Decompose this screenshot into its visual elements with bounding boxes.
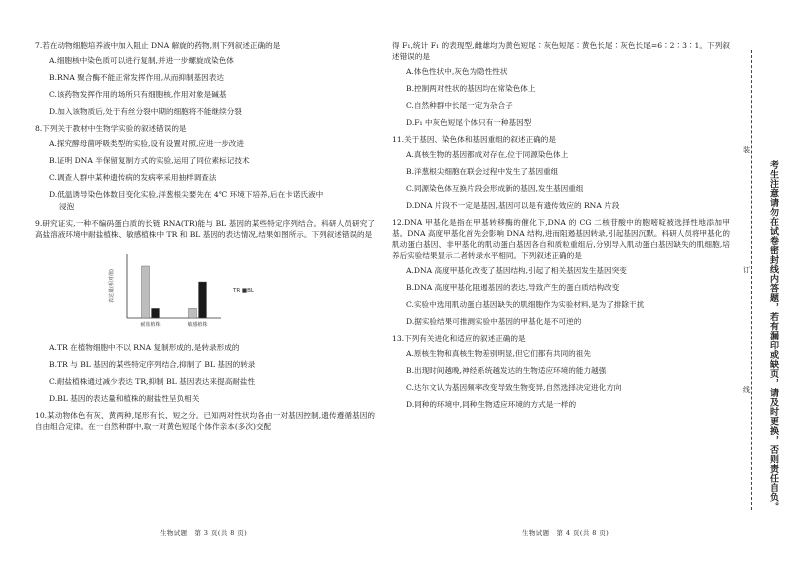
question-7-option-d: D.加入该物质后,处于有丝分裂中期的细胞将不能继续分裂 xyxy=(49,107,242,116)
page-footer-left: 生物试题 第 3 页(共 8 页) xyxy=(160,529,248,537)
question-12-option-c: C.实验中选用肌动蛋白基因缺失的肌细胞作为实验材料,是为了排除干扰 xyxy=(406,300,645,309)
bar-BL-1 xyxy=(199,282,207,318)
question-9-option-b: B.TR 与 BL 基因的某些特定序列结合,抑制了 BL 基因的转录 xyxy=(49,360,256,369)
question-12-option-d: D.据实验结果可推测实验中基因的甲基化是不可逆的 xyxy=(406,317,582,326)
bar-TR-0 xyxy=(142,266,150,318)
question-7-option-a: A.细胞核中染色质可以进行复制,并进一步螺旋成染色体 xyxy=(49,56,234,65)
question-13-option-a: A.原核生物和真核生物差别明显,但它们都有共同的祖先 xyxy=(406,349,591,358)
question-9-stem: 9.研究证实,一种不编码蛋白质的长链 RNA(TR)能与 BL 基因的某些特定序列结合。科研人员研究了高盐溶液环境中耐盐植株、敏感植株中 TR 和 BL 基因的表达情况,结果如图所示。下列叙述错误的是 xyxy=(35,219,375,239)
left-column xyxy=(35,40,375,436)
bar-TR-1 xyxy=(189,308,197,318)
question-11-stem: 11.关于基因、染色体和基因重组的叙述正确的是 xyxy=(392,135,556,144)
question-13-stem: 13.下列有关进化和适应的叙述正确的是 xyxy=(392,334,526,343)
y-axis-label: 表达量(相对值) xyxy=(109,269,115,303)
question-11-option-c: C.同源染色体互换片段会形成新的基因,发生基因重组 xyxy=(406,184,584,193)
question-10-stem: 10.某动物体色有灰、黄两种,尾形有长、短之分。已知两对性状均各由一对基因控制,遗传遵循基因的自由组合定律。在一自然种群中,取一对黄色短尾个体作亲本(多次)交配 xyxy=(35,411,375,431)
page-footer-right: 生物试题 第 4 页(共 8 页) xyxy=(522,529,610,537)
question-12-option-a: A.DNA 高度甲基化改变了基因结构,引起了相关基因发生基因突变 xyxy=(406,266,627,275)
question-12-stem: 12.DNA 甲基化是指在甲基转移酶的催化下,DNA 的 CG 二核苷酸中的胞嘧啶被选择性地添加甲基。DNA 高度甲基化首先会影响 DNA 结构,进而阻遏基因转录,引起基因沉默。科研人员将甲基化的肌动蛋白基因、非甲基化的肌动蛋白基因各自和质粒重组后,分别导入肌动蛋白基因缺失的肌细胞,培养后实验结果显示二者转录水平相同。下列叙述正确的是 xyxy=(392,218,730,260)
binding-dashed-line xyxy=(751,50,752,510)
exam-notice-vertical: 考生注意请勿在试卷密封线内答题，若有漏印或缺页，请及时更换，否则责任自负。 xyxy=(768,160,778,512)
expression-chart xyxy=(105,244,375,336)
binding-margin xyxy=(737,0,794,561)
question-10-option-c: C.自然种群中长尾一定为杂合子 xyxy=(406,101,513,110)
question-13-option-d: D.同种的环境中,同种生物适应环境的方式是一样的 xyxy=(406,400,577,409)
question-11-option-b: B.洋葱根尖细胞在联会过程中发生了基因重组 xyxy=(406,167,559,176)
question-9-option-d: D.BL 基因的表达量和植株的耐盐性呈负相关 xyxy=(49,394,200,403)
question-9-option-a: A.TR 在植物细胞中不以 RNA 复制形成的,是转录形成的 xyxy=(49,343,240,352)
question-8-option-d-continued: 浸泡 xyxy=(59,202,75,211)
chart-legend: TR ■BL xyxy=(233,288,254,294)
question-8-stem: 8.下列关于教材中生物学实验的叙述错误的是 xyxy=(35,124,187,133)
x-tick-label-1: 敏感植株 xyxy=(187,322,208,328)
bar-BL-0 xyxy=(152,308,160,318)
right-column xyxy=(392,40,730,416)
binding-mark-zhuang: 装 xyxy=(743,146,750,154)
question-11-option-d: D.DNA 片段不一定是基因,基因可以是有遗传效应的 RNA 片段 xyxy=(406,201,620,210)
question-13-option-c: C.达尔文认为基因频率改变导致生物变异,自然选择决定进化方向 xyxy=(406,383,622,392)
question-10-continued: 得 F₁,统计 F₁ 的表现型,雌雄均为黄色短尾∶灰色短尾∶黄色长尾∶灰色长尾=6∶2∶3∶1。下列叙述错误的是 xyxy=(392,41,730,61)
question-10-option-b: B.控制两对性状的基因均在常染色体上 xyxy=(406,84,536,93)
question-7-option-c: C.该药物发挥作用的场所只有细胞核,作用对象是碱基 xyxy=(49,90,227,99)
question-7-option-b: B.RNA 聚合酶不能正常发挥作用,从而抑制基因表达 xyxy=(49,73,224,82)
question-11-option-a: A.真核生物的基因都成对存在,位于同源染色体上 xyxy=(406,150,569,159)
x-tick-label-0: 耐盐植株 xyxy=(140,322,161,328)
question-13-option-b: B.出现时间越晚,神经系统越发达的生物适应环境的能力越强 xyxy=(406,366,607,375)
expression-bar-chart xyxy=(105,244,305,336)
question-9-option-c: C.耐盐植株通过减少表达 TR,抑制 BL 基因表达来提高耐盐性 xyxy=(49,377,256,386)
question-7-stem: 7.若在动物细胞培养液中加入阻止 DNA 解旋的药物,则下列叙述正确的是 xyxy=(35,41,281,50)
question-10-option-a: A.体色性状中,灰色为隐性性状 xyxy=(406,67,508,76)
binding-mark-xian: 线 xyxy=(743,386,750,394)
binding-mark-ding: 订 xyxy=(743,266,750,274)
question-8-option-d: D.低温诱导染色体数目变化实验,洋葱根尖要先在 4℃ 环境下培养,后在卡诺氏液中 xyxy=(49,190,324,199)
question-8-option-b: B.证明 DNA 半保留复制方式的实验,运用了同位素标记技术 xyxy=(49,156,250,165)
question-8-option-a: A.探究酵母菌呼吸类型的实验,设有设置对照,应进一步改进 xyxy=(49,139,244,148)
question-10-option-d: D.F₁ 中灰色短尾个体只有一种基因型 xyxy=(406,118,532,127)
question-8-option-c: C.调查人群中某种遗传病的发病率采用抽样调查法 xyxy=(49,173,217,182)
question-12-option-b: B.DNA 高度甲基化阻遏基因的表达,导致产生的蛋白质结构改变 xyxy=(406,283,620,292)
